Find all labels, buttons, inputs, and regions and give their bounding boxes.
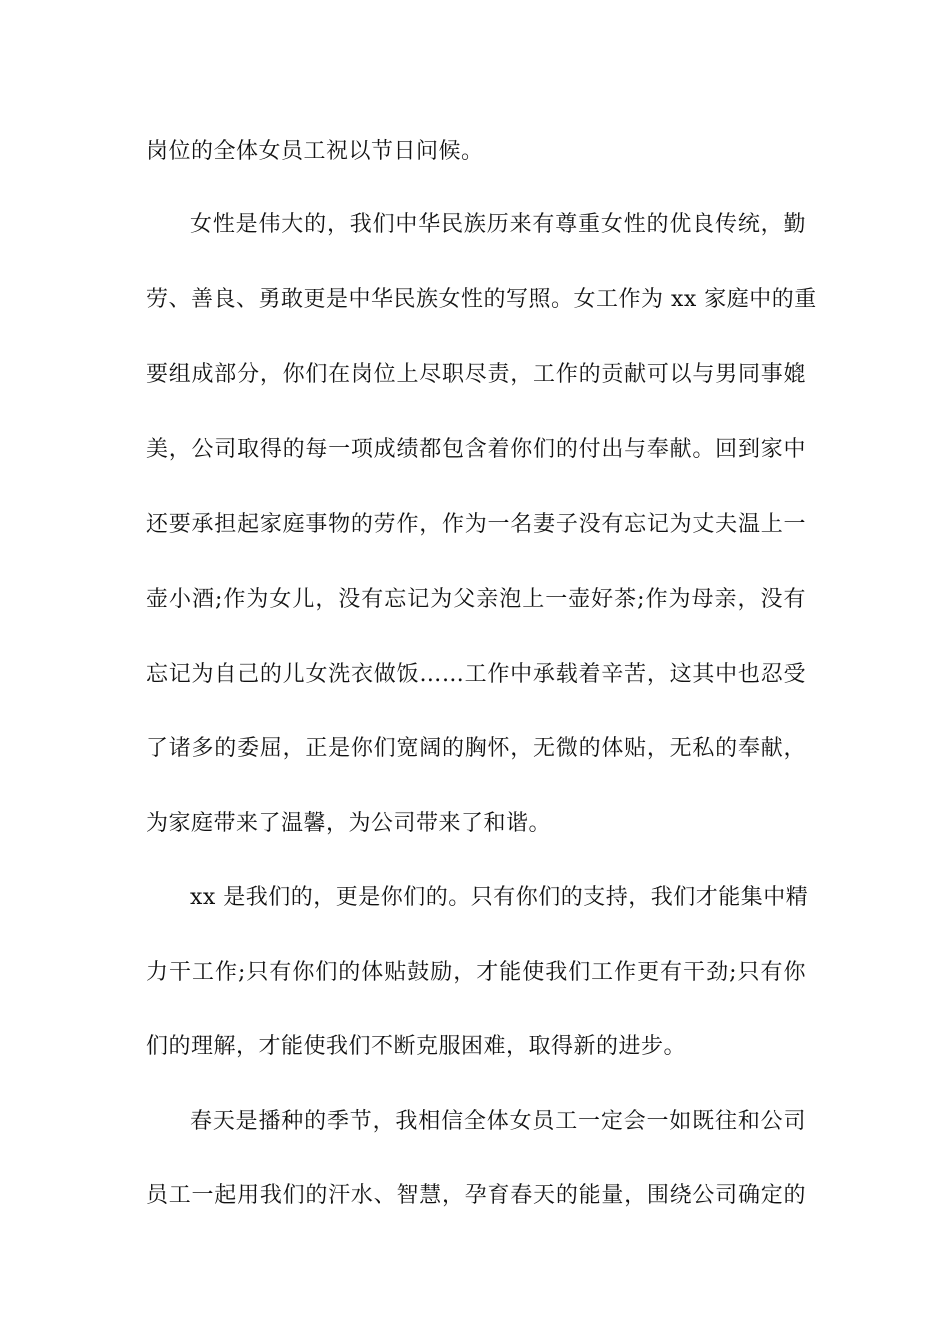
paragraph-line: 忘记为自己的儿女洗衣做饭……工作中承载着辛苦，这其中也忍受	[146, 662, 806, 687]
paragraph-line: 要组成部分，你们在岗位上尽职尽责，工作的贡献可以与男同事媲	[146, 362, 806, 387]
paragraph-line: 岗位的全体女员工祝以节日问候。	[146, 139, 484, 164]
paragraph-line: xx 是我们的，更是你们的。只有你们的支持，我们才能集中精	[190, 885, 809, 910]
paragraph-line: 还要承担起家庭事物的劳作，作为一名妻子没有忘记为丈夫温上一	[146, 512, 806, 537]
paragraph-line: 女性是伟大的，我们中华民族历来有尊重女性的优良传统，勤	[190, 212, 806, 237]
paragraph-line: 壶小酒;作为女儿，没有忘记为父亲泡上一壶好茶;作为母亲，没有	[146, 587, 806, 612]
paragraph-line: 劳、善良、勇敢更是中华民族女性的写照。女工作为 xx 家庭中的重	[146, 287, 817, 312]
paragraph-line: 了诸多的委屈，正是你们宽阔的胸怀，无微的体贴，无私的奉献，	[146, 736, 806, 761]
paragraph-line: 员工一起用我们的汗水、智慧，孕育春天的能量，围绕公司确定的	[146, 1183, 806, 1208]
paragraph-line: 为家庭带来了温馨，为公司带来了和谐。	[146, 811, 552, 836]
paragraph-line: 美，公司取得的每一项成绩都包含着你们的付出与奉献。回到家中	[146, 437, 806, 462]
paragraph-line: 春天是播种的季节，我相信全体女员工一定会一如既往和公司	[190, 1109, 806, 1134]
paragraph-line: 们的理解，才能使我们不断克服困难，取得新的进步。	[146, 1034, 687, 1059]
paragraph-line: 力干工作;只有你们的体贴鼓励，才能使我们工作更有干劲;只有你	[146, 960, 806, 985]
